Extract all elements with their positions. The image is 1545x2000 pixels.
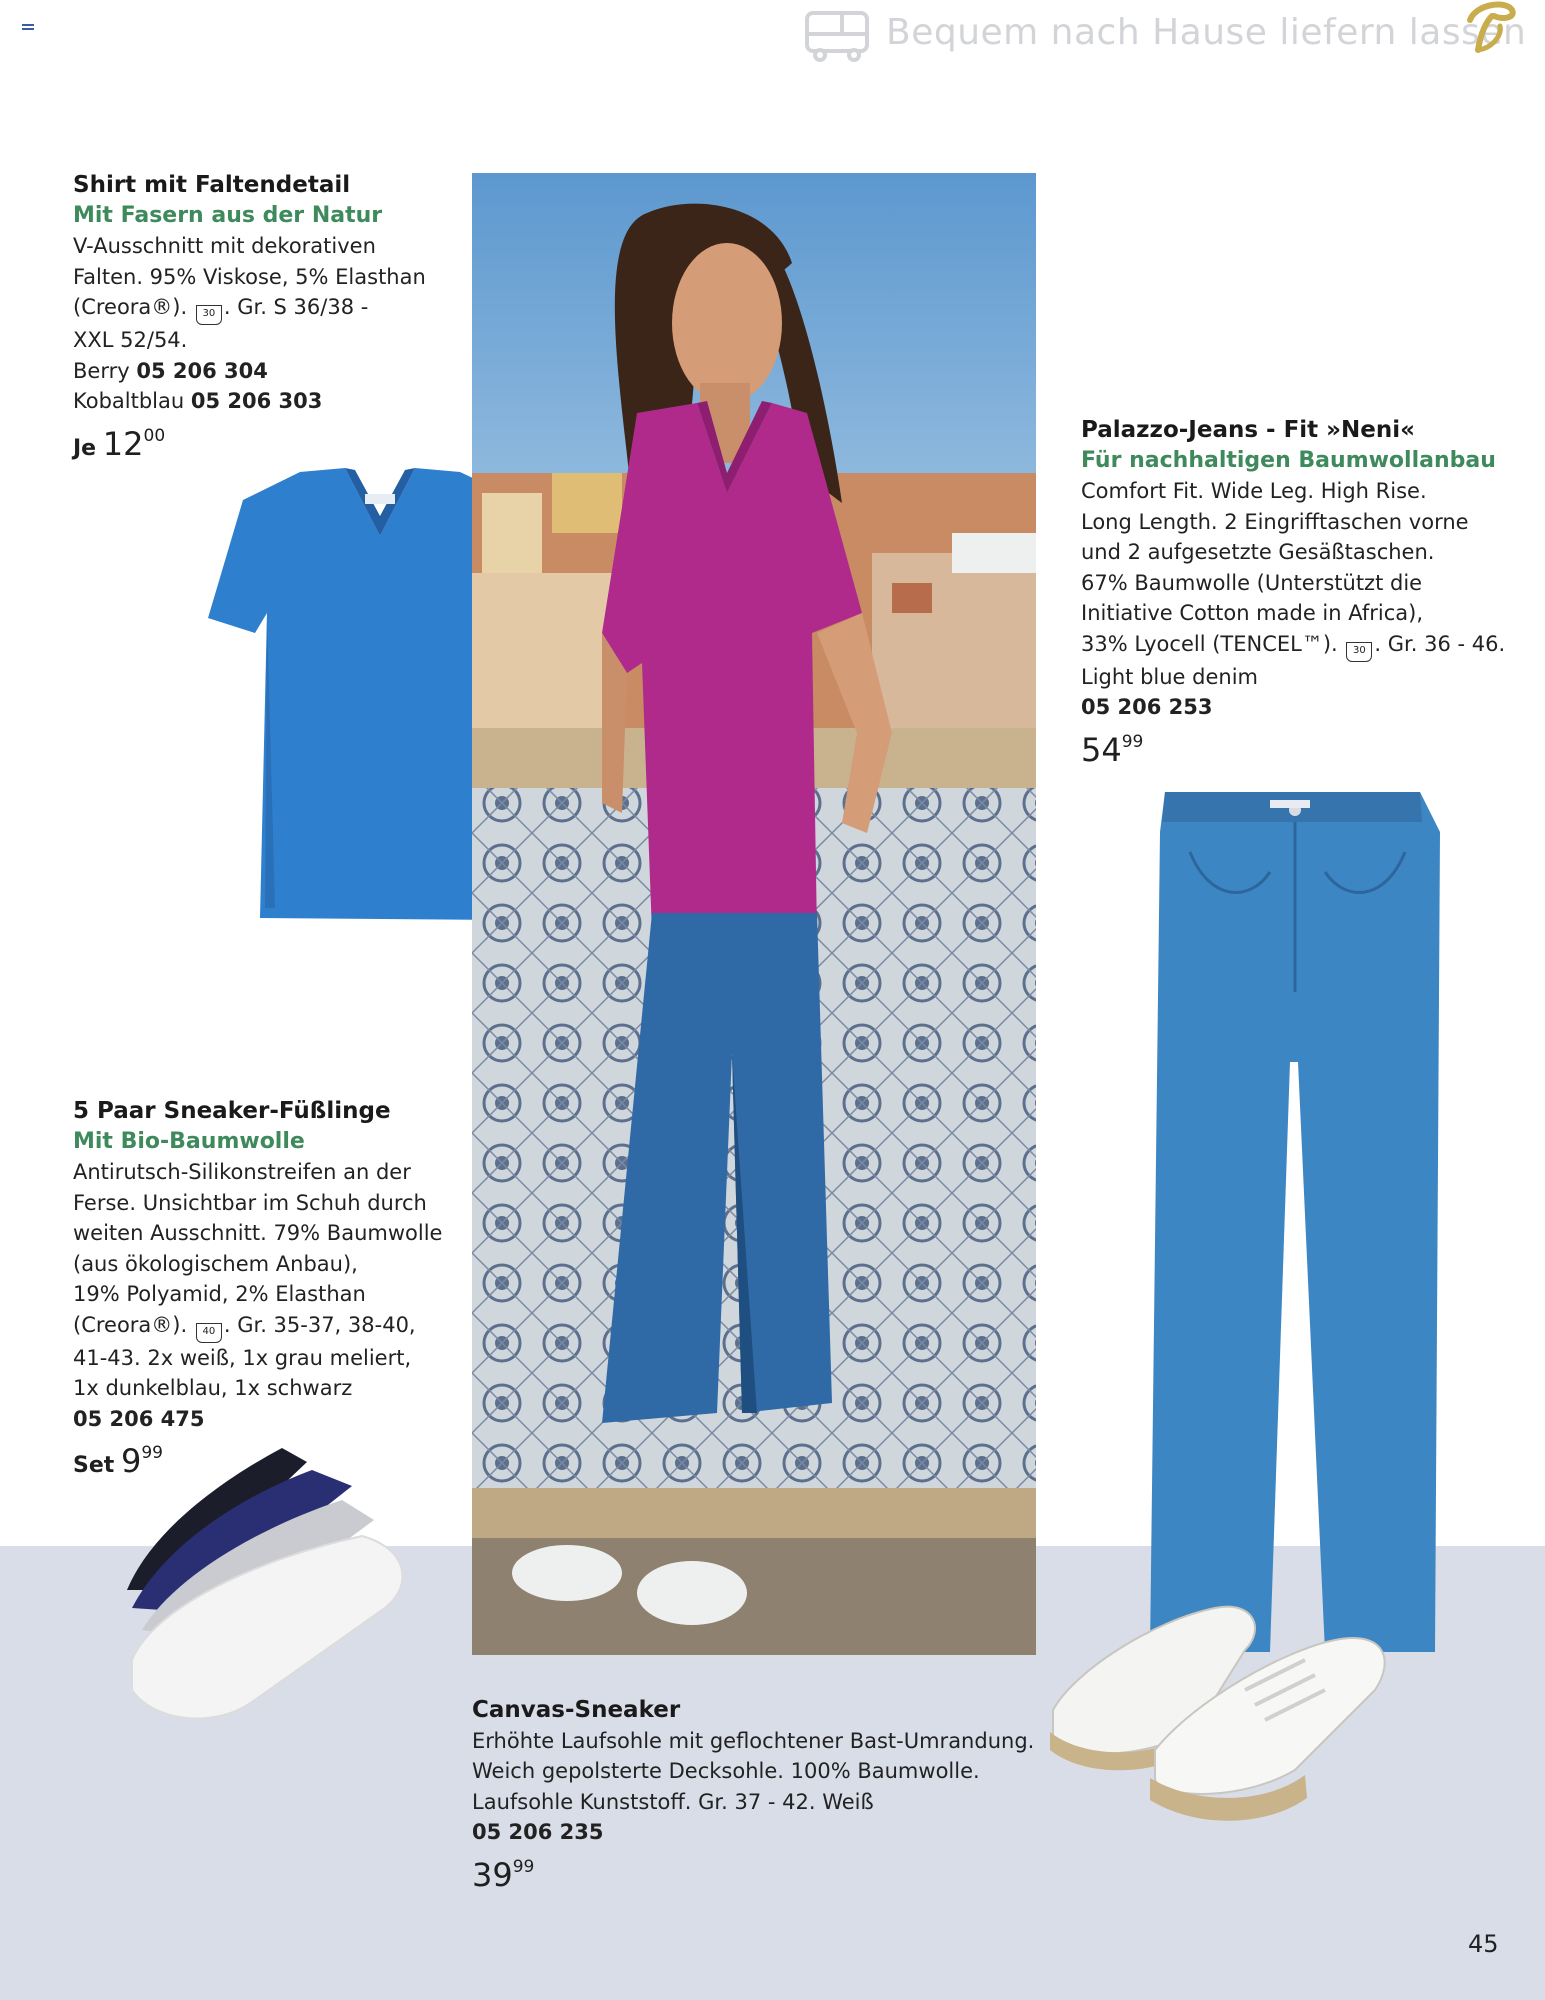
article-number: 05 206 235	[472, 1820, 604, 1844]
product-description-line: und 2 aufgesetzte Gesäßtaschen.	[1081, 540, 1435, 564]
product-sneaker	[472, 1695, 1034, 1892]
product-description-line: (aus ökologischem Anbau),	[73, 1251, 358, 1276]
product-description-line: Comfort Fit. Wide Leg. High Rise.	[1081, 479, 1427, 503]
product-description-line: 41-43. 2x weiß, 1x grau meliert,	[73, 1345, 412, 1370]
model-photo	[472, 173, 1036, 1655]
product-subtitle: Für nachhaltigen Baumwollanbau	[1081, 447, 1496, 473]
product-description-line: Light blue denim	[1081, 664, 1259, 689]
wash-30-icon: 30	[1346, 642, 1372, 662]
product-description-line: 33% Lyocell (TENCEL™). 30 . Gr. 36 - 46.	[1081, 629, 1505, 662]
product-description-line: 67% Baumwolle (Unterstützt die	[1081, 570, 1423, 595]
product-price: Set $9^{99}$	[73, 1442, 163, 1480]
wash-30-icon: 30	[196, 305, 222, 325]
product-description-line: Falten. 95% Viskose, 5% Elasthan	[73, 264, 426, 289]
product-description-line: Ferse. Unsichtbar im Schuh durch	[73, 1190, 427, 1215]
product-subtitle: Mit Fasern aus der Natur	[73, 202, 383, 228]
variant-berry: Berry 05 206 304	[73, 358, 268, 383]
jeans-image	[1150, 792, 1440, 1652]
product-socks	[73, 1096, 442, 1478]
product-description-line: XXL 52/54.	[73, 328, 188, 352]
product-description-line: V-Ausschnitt mit dekorativen	[73, 234, 376, 258]
menu-icon[interactable]	[22, 24, 34, 34]
product-title: Palazzo-Jeans - Fit »Neni«	[1081, 417, 1416, 443]
product-description-line: (Creora®). 40 . Gr. 35-37, 38-40,	[73, 1310, 442, 1343]
product-description-line: 1x dunkelblau, 1x schwarz	[73, 1376, 353, 1400]
product-title: Shirt mit Faltendetail	[73, 172, 351, 198]
wash-40-icon: 40	[196, 1323, 222, 1343]
product-description-line: Laufsohle Kunststoff. Gr. 37 - 42. Weiß	[472, 1789, 874, 1814]
product-shirt	[73, 170, 426, 461]
product-description-line: (Creora®). 30 . Gr. S 36/38 -	[73, 292, 426, 325]
article-number: 05 206 303	[190, 389, 323, 413]
article-number: 05 206 304	[136, 358, 268, 383]
delivery-truck-icon	[804, 8, 870, 62]
article-number: 05 206 253	[1081, 695, 1213, 719]
tchibo-logo-icon	[1462, 0, 1518, 56]
product-title: 5 Paar Sneaker-Füßlinge	[73, 1098, 391, 1124]
product-description-line: Initiative Cotton made in Africa),	[1081, 601, 1424, 625]
product-subtitle: Mit Bio-Baumwolle	[73, 1128, 305, 1154]
product-description-line: Long Length. 2 Eingrifftaschen vorne	[1081, 509, 1469, 534]
product-description-line: Erhöhte Laufsohle mit geflochtener Bast-Umrandung.	[472, 1728, 1035, 1753]
product-description-line: weiten Ausschnitt. 79% Baumwolle	[73, 1221, 443, 1245]
page-number: 45	[1468, 1930, 1499, 1958]
product-description-line: 19% Polyamid, 2% Elasthan	[73, 1282, 366, 1306]
delivery-banner-text: Bequem nach Hause liefern lassen	[886, 12, 1527, 53]
product-description-line: Weich gepolsterte Decksohle. 100% Baumwolle.	[472, 1759, 980, 1783]
product-title: Canvas-Sneaker	[472, 1697, 681, 1723]
product-jeans	[1081, 415, 1505, 767]
product-price: Je $12^{00}$	[73, 424, 166, 463]
product-price: $54^{99}$	[1081, 730, 1144, 769]
sneaker-image	[1045, 1600, 1405, 1830]
socks-image	[112, 1440, 412, 1740]
product-description-line: Antirutsch-Silikonstreifen an der	[73, 1160, 411, 1184]
page-header	[0, 0, 1545, 80]
product-price: $39^{99}$	[472, 1855, 535, 1894]
article-number: 05 206 475	[73, 1406, 205, 1431]
variant-kobaltblau: Kobaltblau 05 206 303	[73, 389, 323, 413]
